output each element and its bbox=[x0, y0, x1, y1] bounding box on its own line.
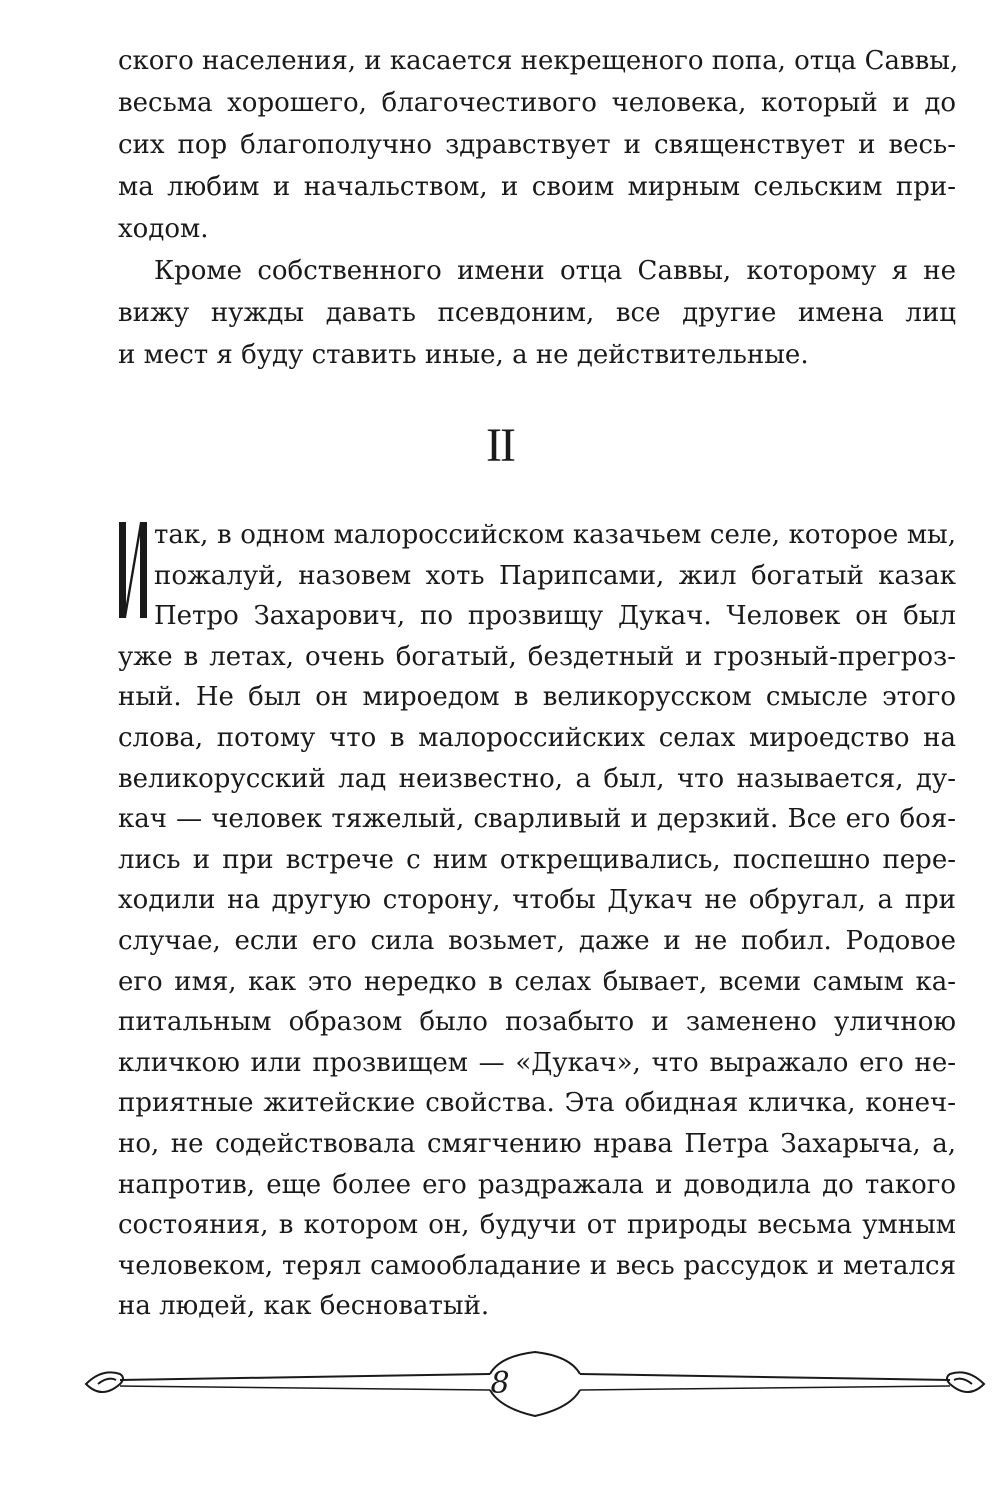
text-line: ма любим и начальством, и своим мирным сельским при- bbox=[118, 172, 956, 202]
chapter-text bbox=[118, 515, 956, 1327]
text-line: случае, если его сила возьмет, даже и не побил. Родовое bbox=[118, 925, 956, 956]
text-line: лись и при встрече с ним открещивались, поспешно пере- bbox=[118, 844, 956, 875]
text-line: его имя, как это нередко в селах бывает, всеми самым ка- bbox=[118, 966, 956, 997]
previous-chapter-text bbox=[118, 40, 959, 376]
text-line: слова, потому что в малороссийских селах мироедство на bbox=[118, 722, 956, 753]
text-line: на людей, как бесноватый. bbox=[118, 1291, 490, 1322]
text-line: уже в летах, очень богатый, бездетный и грозный-прегроз- bbox=[118, 641, 956, 672]
text-line: Кроме собственного имени отца Саввы, которому я не bbox=[154, 256, 956, 286]
text-line: приятные житейские свойства. Эта обидная кличка, конеч- bbox=[118, 1088, 956, 1119]
text-line: ходом. bbox=[118, 214, 209, 244]
page-number: 8 bbox=[490, 1366, 510, 1401]
chapter-number: II bbox=[486, 419, 514, 472]
text-line: ходили на другую сторону, чтобы Дукач не обругал, а при bbox=[118, 885, 956, 916]
text-line: кач — человек тяжелый, сварливый и дерзкий. Все его боя- bbox=[118, 804, 956, 835]
text-line: и мест я буду ставить иные, а не действительные. bbox=[118, 340, 809, 370]
text-line: напротив, еще более его раздражала и доводила до такого bbox=[118, 1169, 956, 1200]
text-line: кличкою или прозвищем — «Дукач», что выражало его не- bbox=[118, 1047, 956, 1078]
text-line: питальным образом было позабыто и заменено уличною bbox=[118, 1007, 956, 1038]
text-line: великорусский лад неизвестно, а был, что называется, ду- bbox=[118, 763, 956, 794]
text-line: состояния, в котором он, будучи от природы весьма умным bbox=[118, 1210, 956, 1241]
text-line: ный. Не был он мироедом в великорусском смысле этого bbox=[118, 682, 956, 713]
text-line: сих пор благополучно здравствует и священствует и весь- bbox=[118, 130, 956, 160]
text-line: так, в одном малороссийском казачьем селе, которое мы, bbox=[154, 520, 956, 550]
text-line: вижу нужды давать псевдоним, все другие имена лиц bbox=[118, 298, 956, 328]
text-line: но, не содействовала смягчению нрава Петра Захарыча, а, bbox=[118, 1128, 956, 1159]
text-line: весьма хорошего, благочестивого человека, который и до bbox=[118, 88, 956, 118]
text-line: человеком, терял самообладание и весь рассудок и метался bbox=[118, 1250, 956, 1281]
text-line: пожалуй, назовем хоть Парипсами, жил богатый казак bbox=[154, 560, 956, 591]
text-line: Петро Захарович, по прозвищу Дукач. Человек он был bbox=[154, 601, 956, 632]
text-line: ского населения, и касается некрещеного попа, отца Саввы, bbox=[118, 46, 959, 76]
